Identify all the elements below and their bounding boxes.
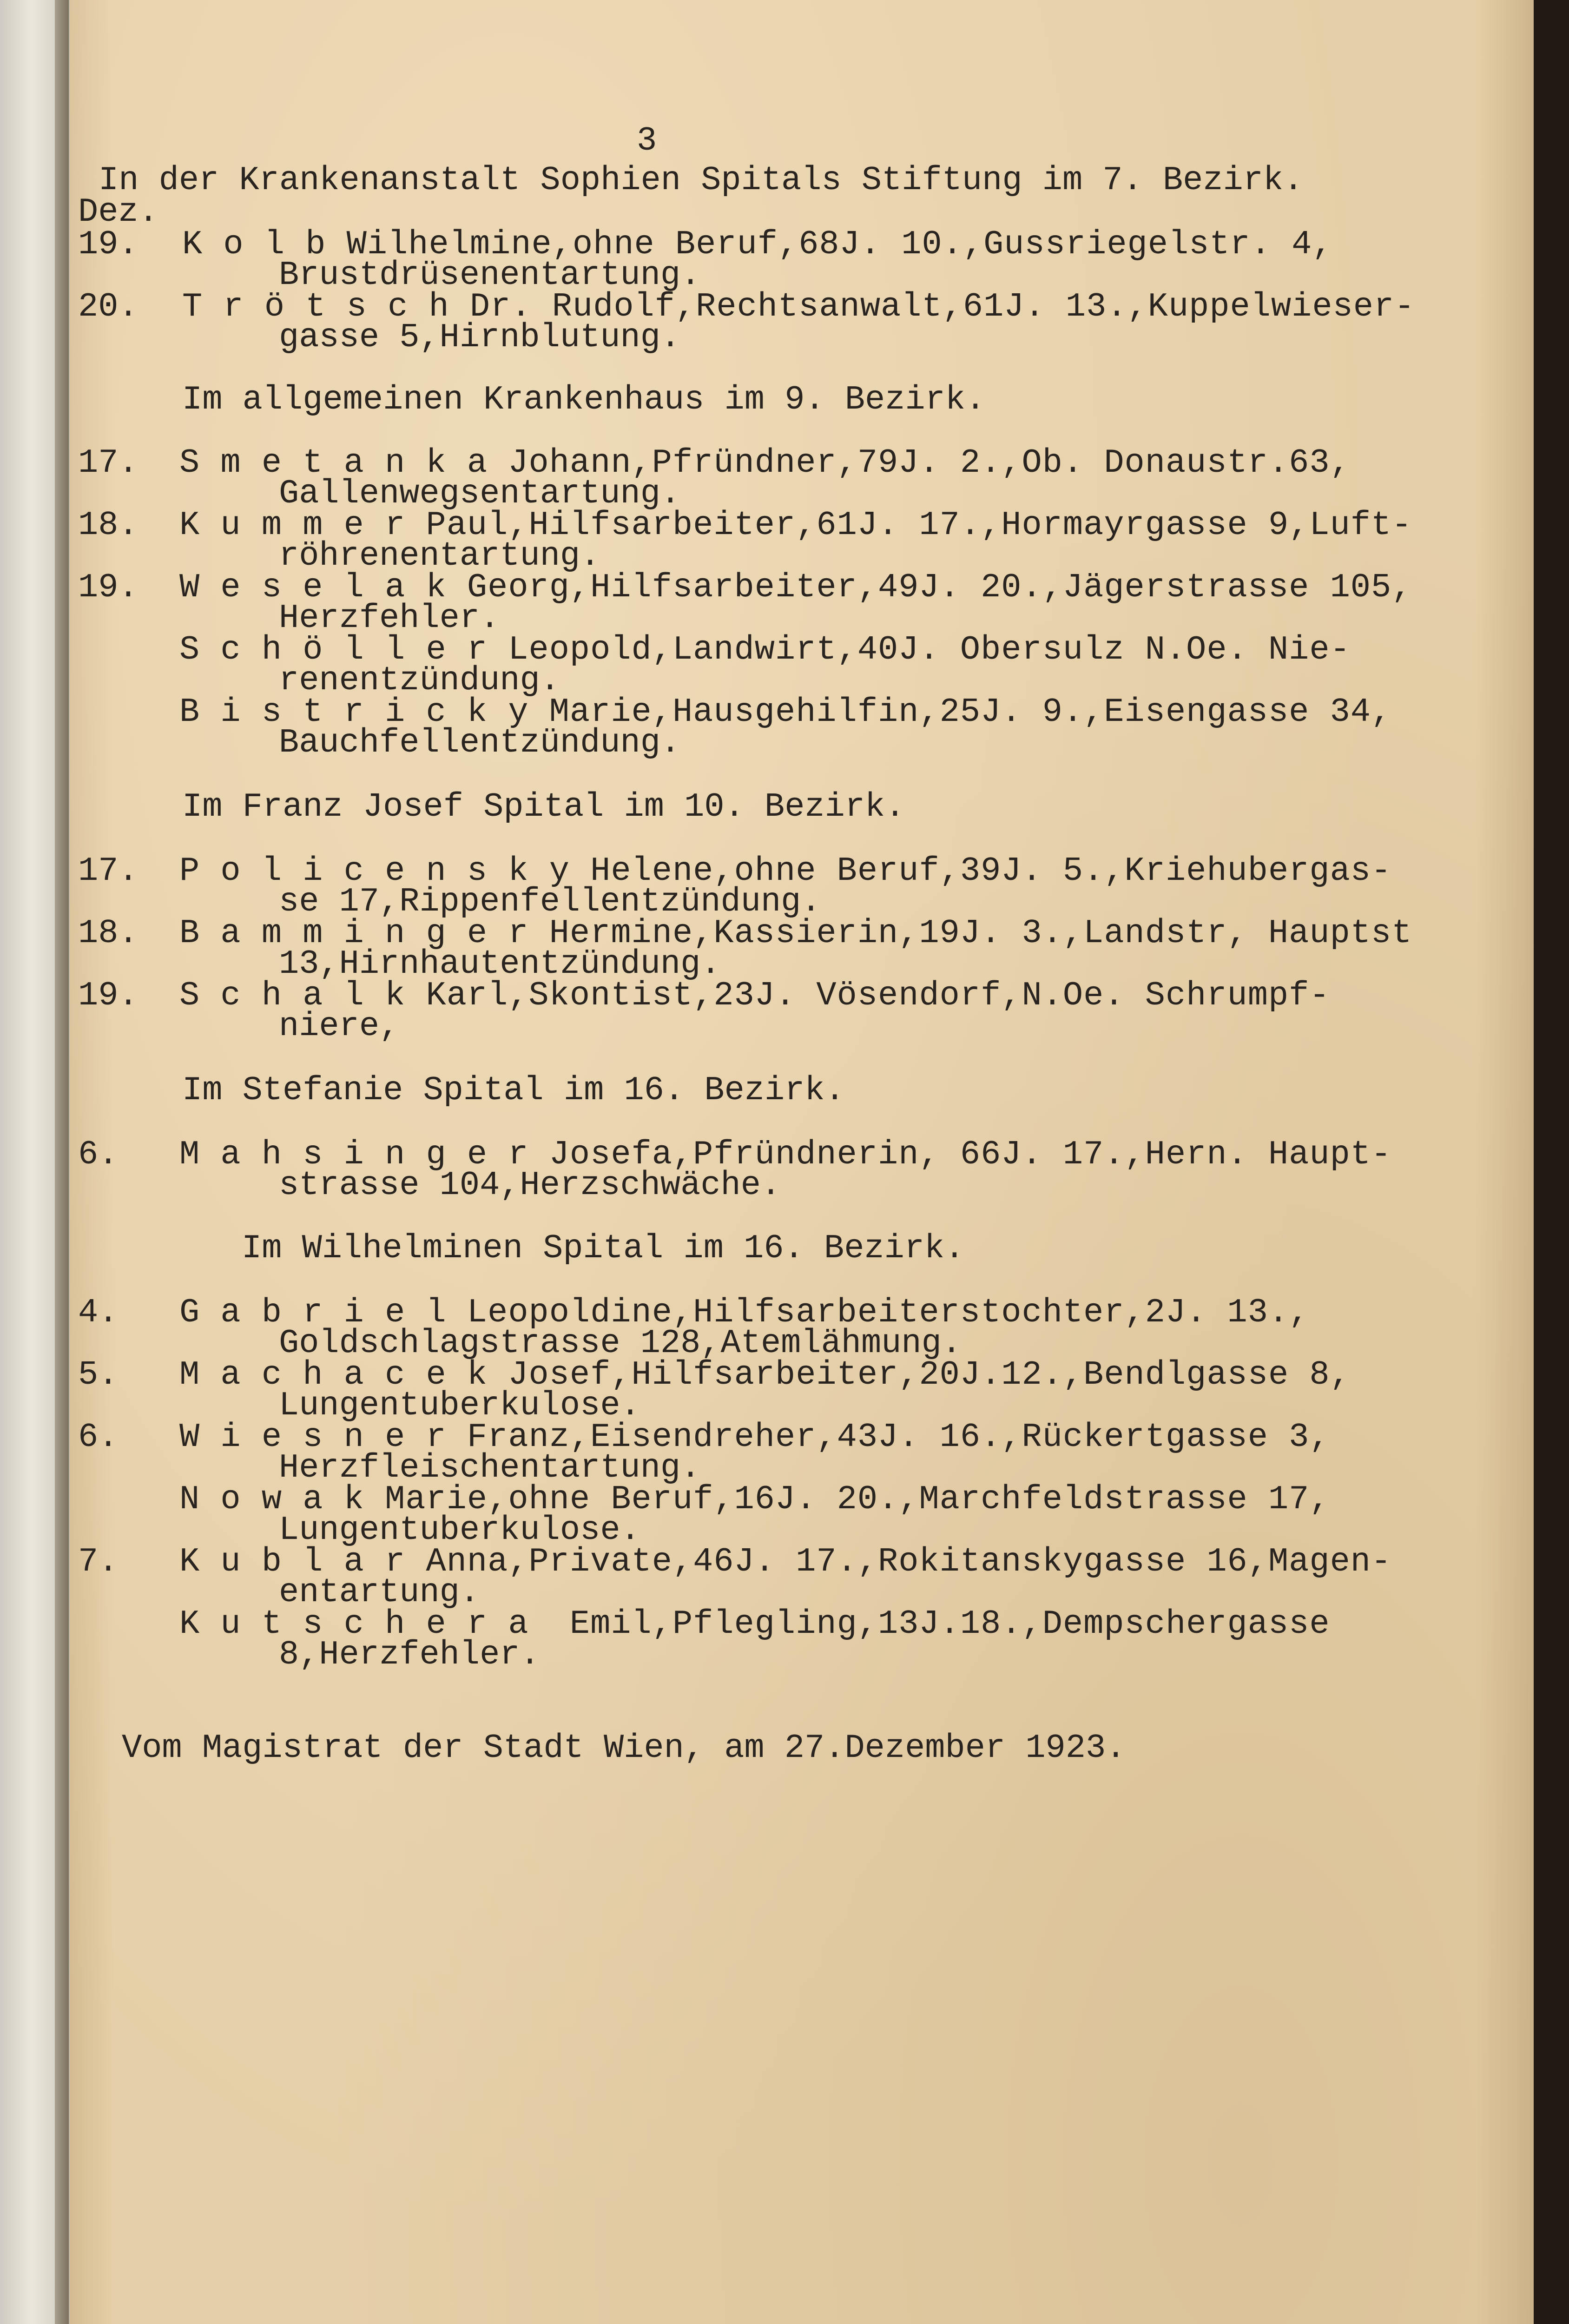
entry-continuation: Goldschlagstrasse 128,Atemlähmung. [279,1324,962,1362]
entry-day: 19. [78,225,138,264]
entry-day: 5. [78,1356,119,1394]
entry-text: K o l b Wilhelmine,ohne Beruf,68J. 10.,Gussriegelstr. 4, [182,225,1333,264]
entry-day: 4. [78,1294,119,1332]
closing-line: Vom Magistrat der Stadt Wien, am 27.Dezember 1923. [122,1729,1126,1767]
section-heading-franz-josef: Im Franz Josef Spital im 10. Bezirk. [182,788,905,826]
entry-continuation: se 17,Rippenfellentzündung. [279,883,821,921]
entry-text: K u b l a r Anna,Private,46J. 17.,Rokitanskygasse 16,Magen- [179,1543,1392,1581]
entry-day: 19. [78,568,138,607]
entry-text: M a c h a c e k Josef,Hilfsarbeiter,20J.12.,Bendlgasse 8, [179,1356,1351,1394]
entry-continuation: Bauchfellentzündung. [279,724,681,762]
binding-edge [55,0,69,2324]
entry-text: K u m m e r Paul,Hilfsarbeiter,61J. 17.,Hormayrgasse 9,Luft- [179,506,1412,544]
entry-day: 6. [78,1418,119,1456]
entry-text: K u t s c h e r a Emil,Pflegling,13J.18.,Dempschergasse [179,1605,1330,1643]
month-label: Dez. [78,193,158,231]
entry-text: G a b r i e l Leopoldine,Hilfsarbeiterstochter,2J. 13., [179,1294,1310,1332]
entry-continuation: renentzündung. [279,661,560,700]
entry-day: 20. [78,288,138,326]
entry-day: 19. [78,977,138,1015]
entry-continuation: Brustdrüsenentartung. [279,256,701,294]
entry-continuation: strasse 104,Herzschwäche. [279,1166,781,1204]
section-heading-allgemeines: Im allgemeinen Krankenhaus im 9. Bezirk. [182,381,986,419]
entry-continuation: 8,Herzfehler. [279,1636,540,1674]
entry-continuation: Herzfleischentartung. [279,1449,701,1487]
entry-day: 18. [78,914,138,952]
entry-day: 7. [78,1543,119,1581]
background-edge [1534,0,1569,2324]
entry-text: S c h a l k Karl,Skontist,23J. Vösendorf,N.Oe. Schrumpf- [179,977,1330,1015]
page-number: 3 [637,122,657,160]
entry-day: 17. [78,852,138,890]
entry-continuation: Lungentuberkulose. [279,1386,640,1425]
entry-text: T r ö t s c h Dr. Rudolf,Rechtsanwalt,61J. 13.,Kuppelwieser- [182,288,1415,326]
entry-continuation: Herzfehler. [279,599,500,637]
entry-continuation: gasse 5,Hirnblutung. [279,318,681,357]
entry-text: N o w a k Marie,ohne Beruf,16J. 20.,Marchfeldstrasse 17, [179,1480,1330,1519]
entry-continuation: entartung. [279,1573,480,1611]
entry-day: 17. [78,444,138,482]
entry-continuation: Gallenwegsentartung. [279,475,681,513]
entry-text: W i e s n e r Franz,Eisendreher,43J. 16.,Rückertgasse 3, [179,1418,1330,1456]
entry-continuation: 13,Hirnhautentzündung. [279,945,721,983]
entry-day: 18. [78,506,138,544]
entry-day: 6. [78,1136,119,1174]
entry-text: S m e t a n k a Johann,Pfründner,79J. 2.,Ob. Donaustr.63, [179,444,1351,482]
entry-continuation: niere, [279,1007,400,1045]
entry-text: B i s t r i c k y Marie,Hausgehilfin,25J. 9.,Eisengasse 34, [179,693,1392,731]
section-heading-wilhelminen: Im Wilhelminen Spital im 16. Bezirk. [242,1229,965,1268]
entry-continuation: röhrenentartung. [279,537,600,575]
section-heading-stefanie: Im Stefanie Spital im 16. Bezirk. [182,1071,845,1109]
entry-text: W e s e l a k Georg,Hilfsarbeiter,49J. 20.,Jägerstrasse 105, [179,568,1412,607]
entry-text: M a h s i n g e r Josefa,Pfründnerin, 66J. 17.,Hern. Haupt- [179,1136,1392,1174]
entry-text: B a m m i n g e r Hermine,Kassierin,19J. 3.,Landstr, Hauptst [179,914,1412,952]
entry-text: S c h ö l l e r Leopold,Landwirt,40J. Obersulz N.Oe. Nie- [179,631,1351,669]
entry-continuation: Lungentuberkulose. [279,1511,640,1549]
entry-text: P o l i c e n s k y Helene,ohne Beruf,39J. 5.,Kriehubergas- [179,852,1392,890]
section-heading-sophien: In der Krankenanstalt Sophien Spitals Stiftung im 7. Bezirk. [99,161,1304,199]
